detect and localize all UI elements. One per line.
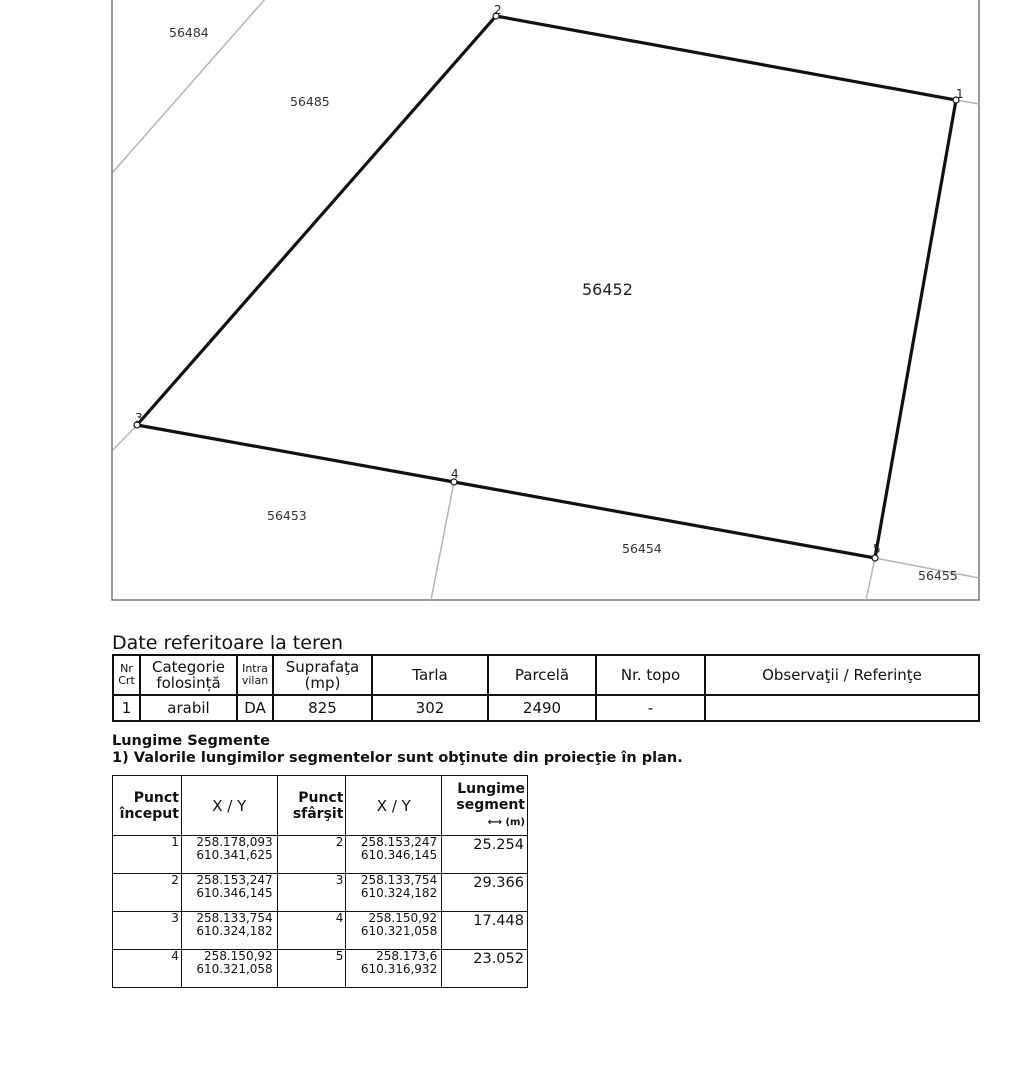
neighbor-boundary-line xyxy=(866,558,875,600)
header-nr: Nr Crt xyxy=(113,655,140,695)
neighbor-parcel-id: 56455 xyxy=(918,568,958,583)
length-arrow-icon: ⟷ xyxy=(487,816,502,828)
segments-note: 1) Valorile lungimilor segmentelor sunt obţinute din proiecţie în plan. xyxy=(112,750,683,766)
table-row xyxy=(113,874,528,912)
cell-tarla: 302 xyxy=(372,695,488,721)
header-intravilan: Intra vilan xyxy=(237,655,273,695)
cell-end: 3 xyxy=(277,874,346,912)
land-data-table xyxy=(112,654,980,722)
segments-title: Lungime Segmente xyxy=(112,733,270,749)
header-length-label: Lungime segment xyxy=(456,780,525,813)
neighbor-parcel-id: 56484 xyxy=(169,25,209,40)
neighbor-boundary-line xyxy=(113,425,137,450)
cell-start: 1 xyxy=(113,836,182,874)
cell-nr: 1 xyxy=(113,695,140,721)
header-suprafata: Suprafaţa (mp) xyxy=(273,655,372,695)
table-header-row xyxy=(113,655,979,695)
length-unit: ⟷ (m) xyxy=(487,816,525,828)
header-categorie: Categorie folosință xyxy=(140,655,237,695)
cell-end: 5 xyxy=(277,950,346,988)
header-xy-start: X / Y xyxy=(181,776,277,836)
neighbor-parcel-id: 56454 xyxy=(622,541,662,556)
main-parcel-boundary xyxy=(137,16,956,558)
point-label: 1 xyxy=(956,87,964,101)
neighbor-boundary-line xyxy=(431,482,454,600)
point-label: 4 xyxy=(451,467,459,481)
cell-xy-start: 258.150,92 610.321,058 xyxy=(181,950,277,988)
cell-end: 2 xyxy=(277,836,346,874)
header-nrtopo: Nr. topo xyxy=(596,655,705,695)
cell-end: 4 xyxy=(277,912,346,950)
table-row xyxy=(113,695,979,721)
cell-xy-end: 258.153,247 610.346,145 xyxy=(346,836,442,874)
cell-xy-start: 258.153,247 610.346,145 xyxy=(181,874,277,912)
header-end-point: Punct sfârşit xyxy=(277,776,346,836)
cell-parcela: 2490 xyxy=(488,695,596,721)
cell-categorie: arabil xyxy=(140,695,237,721)
main-parcel-id: 56452 xyxy=(582,280,633,299)
point-label: 2 xyxy=(494,3,502,17)
header-parcela: Parcelă xyxy=(488,655,596,695)
cell-xy-start: 258.178,093 610.341,625 xyxy=(181,836,277,874)
cell-start: 4 xyxy=(113,950,182,988)
point-label: 5 xyxy=(873,542,881,556)
cell-length: 17.448 xyxy=(442,912,528,950)
cell-xy-end: 258.133,754 610.324,182 xyxy=(346,874,442,912)
cell-nrtopo: - xyxy=(596,695,705,721)
cell-length: 23.052 xyxy=(442,950,528,988)
header-tarla: Tarla xyxy=(372,655,488,695)
neighbor-parcel-id: 56453 xyxy=(267,508,307,523)
land-data-title: Date referitoare la teren xyxy=(112,632,344,654)
cell-observatii xyxy=(705,695,979,721)
header-length xyxy=(442,776,528,836)
cell-xy-end: 258.173,6 610.316,932 xyxy=(346,950,442,988)
table-row xyxy=(113,912,528,950)
cell-suprafata: 825 xyxy=(273,695,372,721)
plan-frame xyxy=(112,0,979,600)
table-row xyxy=(113,836,528,874)
cell-intravilan: DA xyxy=(237,695,273,721)
header-observatii: Observaţii / Referinţe xyxy=(705,655,979,695)
table-row xyxy=(113,950,528,988)
header-start-point: Punct început xyxy=(113,776,182,836)
cell-start: 3 xyxy=(113,912,182,950)
header-xy-end: X / Y xyxy=(346,776,442,836)
cell-length: 29.366 xyxy=(442,874,528,912)
cell-length: 25.254 xyxy=(442,836,528,874)
segments-table xyxy=(112,775,528,988)
neighbor-parcel-id: 56485 xyxy=(290,94,330,109)
point-label: 3 xyxy=(135,411,143,425)
cell-xy-end: 258.150,92 610.321,058 xyxy=(346,912,442,950)
table-header-row xyxy=(113,776,528,836)
cell-start: 2 xyxy=(113,874,182,912)
cell-xy-start: 258.133,754 610.324,182 xyxy=(181,912,277,950)
